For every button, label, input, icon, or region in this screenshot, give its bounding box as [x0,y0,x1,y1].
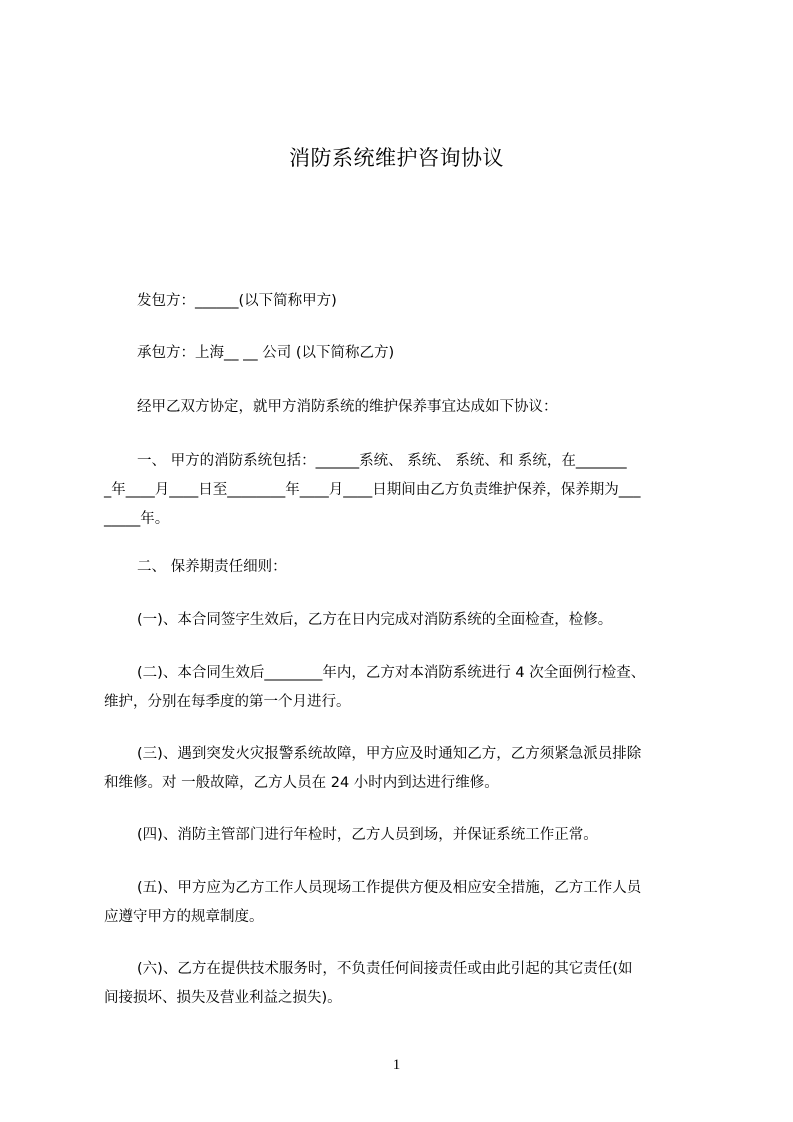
document-title: 消防系统维护咨询协议 [289,146,504,170]
clause-1: (一)、本合同签字生效后，乙方在日内完成对消防系统的全面检查，检修。 [137,612,613,628]
clause-2-line-1: (二)、本合同生效后________年内，乙方对本消防系统进行 4 次全面例行检查、 [137,665,646,681]
clause-5 [104,874,700,932]
section-1-line-1: 一、 甲方的消防系统包括：______系统、 系统、 系统、和 系统，在_______ [137,453,627,469]
clause-3-line-2: 和维修。对 一般故障，乙方人员在 24 小时内到达进行维修。 [104,775,499,791]
page-number: 1 [392,1057,401,1073]
clause-6-line-1: (六)、乙方在提供技术服务时，不负责任何间接责任或由此引起的其它责任(如 [137,961,633,977]
clause-6 [104,955,700,1013]
section-2-heading: 二、 保养期责任细则： [137,559,287,575]
party-a-line: 发包方：______(以下简称甲方) [137,293,337,309]
section-1-line-3: _____年。 [104,511,170,527]
clause-3-line-1: (三)、遇到突发火灾报警系统故障，甲方应及时通知乙方，乙方须紧急派员排除 [137,746,642,762]
clause-2 [104,659,700,717]
intro-paragraph: 经甲乙双方协定，就甲方消防系统的维护保养事宜达成如下协议： [137,399,558,415]
party-b-line: 承包方：上海__ __ 公司 (以下简称乙方) [137,345,395,361]
clause-2-line-2: 维护，分别在每季度的第一个月进行。 [104,694,351,710]
clause-5-line-1: (五)、甲方应为乙方工作人员现场工作提供方便及相应安全措施，乙方工作人员 [137,880,642,896]
clause-6-line-2: 间接损坏、损失及营业利益之损失)。 [104,990,342,1006]
clause-5-line-2: 应遵守甲方的规章制度。 [104,909,264,925]
clause-3 [104,740,700,798]
clause-4: (四)、消防主管部门进行年检时，乙方人员到场，并保证系统工作正常。 [137,827,598,843]
section-1-line-2: _年____月____日至________年____月____日期间由乙方负责维护保养，保养期为___ [104,482,641,498]
section-1-paragraph [104,447,700,534]
